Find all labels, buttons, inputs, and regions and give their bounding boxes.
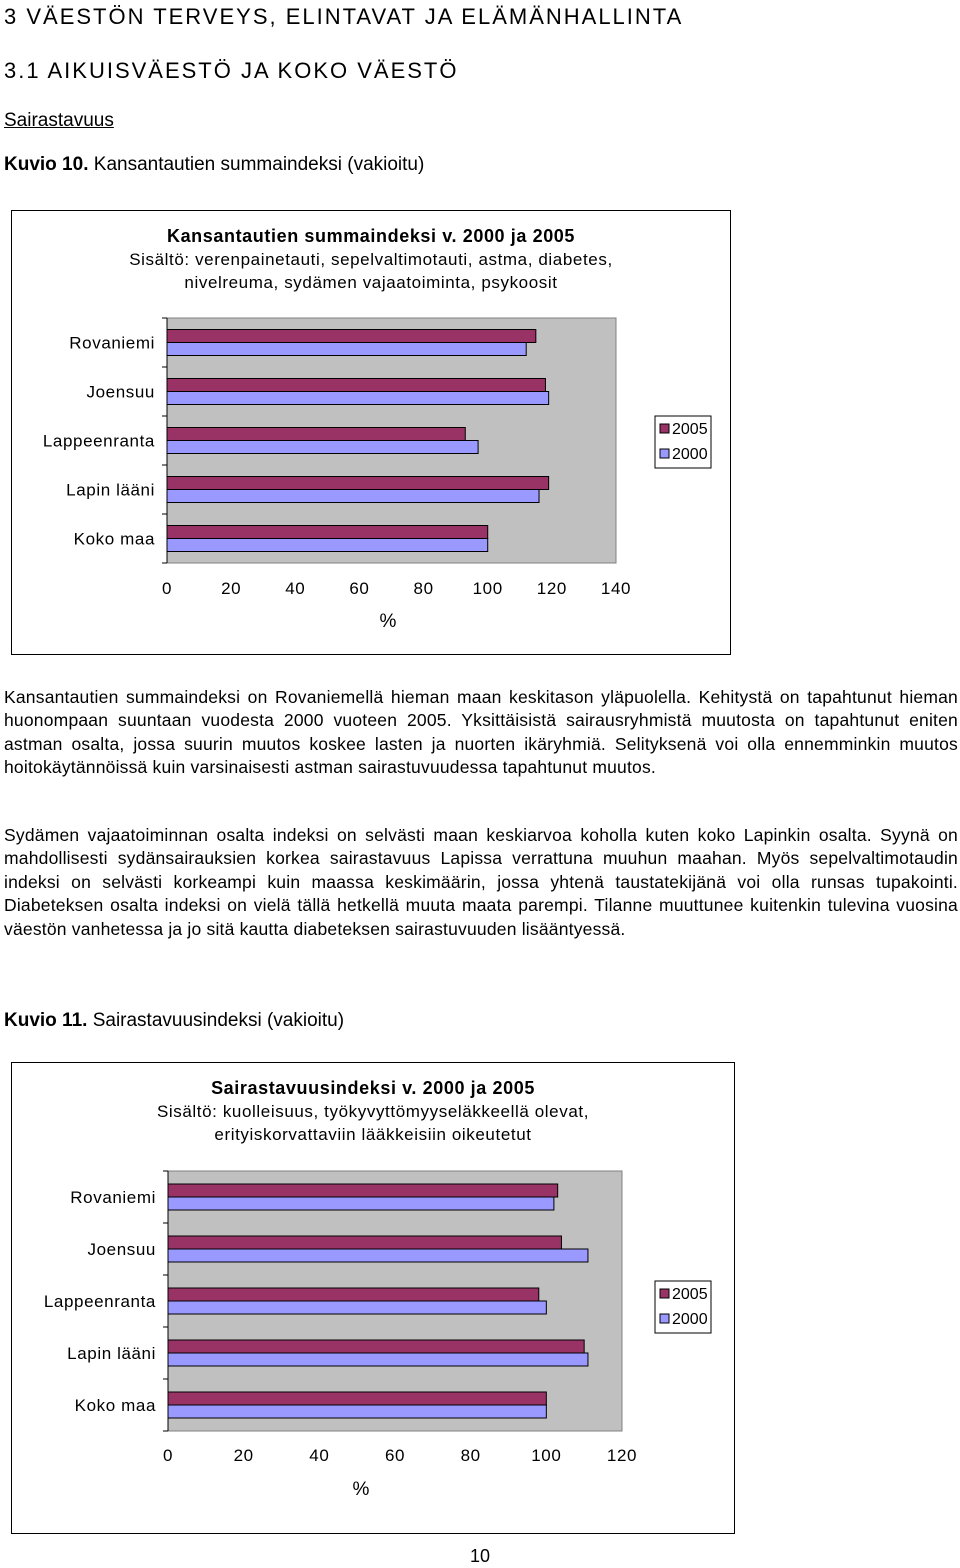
bar-2000-2-2: [168, 1301, 546, 1314]
legend-label-2000-2: 2000: [672, 1311, 708, 1328]
bar-2005-2-2: [168, 1288, 539, 1301]
bar-chart-1: [12, 211, 730, 654]
figure-caption-2: [4, 1010, 344, 1032]
category-label-2-2: Lappeenranta: [43, 1292, 156, 1311]
x-tick-label-1-7: 140: [600, 579, 632, 598]
bar-2005-1-1: [167, 379, 545, 392]
bar-2005-1-2: [167, 428, 465, 441]
chart-box-2: [11, 1062, 735, 1534]
bar-2005-1-4: [167, 526, 488, 539]
category-label-1-4: Koko maa: [73, 529, 155, 549]
x-tick-label-2-2: 40: [309, 1446, 330, 1465]
bar-2000-1-0: [167, 343, 526, 356]
x-tick-label-1-4: 80: [413, 579, 434, 598]
bar-2005-2-4: [168, 1392, 546, 1405]
bar-2005-2-3: [168, 1340, 584, 1353]
legend-swatch-2000-1: [660, 449, 669, 458]
bar-2000-2-0: [168, 1197, 554, 1210]
section-heading: 3.1 AIKUISVÄESTÖ JA KOKO VÄESTÖ: [4, 58, 459, 83]
bar-2000-1-4: [167, 539, 488, 552]
x-tick-label-2-1: 20: [233, 1446, 254, 1465]
chart-subtitle-1a: Sisältö: verenpainetauti, sepelvaltimotauti, astma, diabetes,: [129, 250, 613, 269]
chart-title-1: Kansantautien summaindeksi v. 2000 ja 2005: [166, 226, 576, 246]
bar-2000-2-1: [168, 1249, 588, 1262]
bar-2000-1-3: [167, 490, 539, 503]
figure-label-2: Kuvio 11.: [4, 1010, 88, 1031]
chart-subtitle-2b: erityiskorvattaviin lääkkeisiin oikeutetut: [214, 1125, 532, 1144]
x-tick-label-2-5: 100: [531, 1446, 562, 1465]
chapter-heading: 3 VÄESTÖN TERVEYS, ELINTAVAT JA ELÄMÄNHALLINTA: [4, 4, 684, 29]
x-axis-label-2: %: [352, 1479, 370, 1500]
x-tick-label-1-5: 100: [472, 579, 503, 598]
category-label-1-0: Rovaniemi: [69, 333, 155, 353]
category-label-1-1: Joensuu: [86, 382, 155, 402]
x-tick-label-2-0: 0: [162, 1446, 174, 1465]
bar-2005-1-0: [167, 330, 536, 343]
bar-2000-2-4: [168, 1405, 546, 1418]
bar-2005-2-1: [168, 1236, 561, 1249]
x-tick-label-2-4: 80: [460, 1446, 481, 1465]
legend-label-2005-2: 2005: [672, 1286, 708, 1303]
figure-label-1: Kuvio 10.: [4, 154, 89, 175]
legend-label-2000-1: 2000: [672, 446, 708, 463]
x-tick-label-1-3: 60: [349, 579, 370, 598]
x-tick-label-1-2: 40: [285, 579, 306, 598]
body-paragraph-2: Sydämen vajaatoiminnan osalta indeksi on selvästi maan keskiarvoa koholla kuten koko Lapinkin osalta. Syynä on mahdollisesti sydänsairauksien korkea sairastavuus Lapissa verrattuna muuhun maahan. Myös sepelvaltimotaudin indeksi on selvästi korkeampi kuin maassa keskimäärin, jossa yhtenä taustatekijänä voi olla runsas tupakointi. Diabeteksen osalta indeksi on vielä tällä hetkellä muuta maata parempi. Tilanne muuttunee kuitenkin tulevina vuosina väestön vanhetessa ja jo sitä kautta diabeteksen sairastuvuuden lisääntyessä.: [4, 825, 958, 939]
figure-caption-1: [4, 154, 424, 176]
bar-2005-1-3: [167, 477, 549, 490]
x-tick-label-1-1: 20: [221, 579, 242, 598]
category-label-2-3: Lapin lääni: [67, 1344, 156, 1363]
bar-2005-2-0: [168, 1184, 558, 1197]
chart-title-2: Sairastavuusindeksi v. 2000 ja 2005: [211, 1078, 535, 1098]
bar-chart-2: [12, 1063, 734, 1533]
chart-box-1: [11, 210, 731, 655]
category-label-2-1: Joensuu: [87, 1240, 156, 1259]
figure-caption-text-1: Kansantautien summaindeksi (vakioitu): [93, 154, 425, 175]
body-paragraph-1: Kansantautien summaindeksi on Rovaniemellä hieman maan keskitason yläpuolella. Kehitystä on tapahtunut hieman huonompaan suuntaan vuodesta 2000 vuoteen 2005. Yksittäisistä sairausryhmistä muutosta on tapahtunut eniten astman osalta, jossa suurin muutos koskee lasten ja nuorten ikäryhmiä. Selityksenä voi olla ennemminkin muutos hoitokäytännöissä kuin varsinaisesti astman sairastuvuudessa tapahtunut muutos.: [4, 687, 958, 778]
chart-subtitle-2a: Sisältö: kuolleisuus, työkyvyttömyyseläkkeellä olevat,: [156, 1102, 590, 1121]
legend-label-2005-1: 2005: [672, 421, 708, 438]
x-axis-label-1: %: [379, 611, 397, 632]
x-tick-label-2-6: 120: [606, 1446, 638, 1465]
legend-swatch-2000-2: [660, 1314, 669, 1323]
bar-2000-2-3: [168, 1353, 588, 1366]
page-number: 10: [469, 1546, 491, 1566]
legend-swatch-2005-2: [660, 1289, 669, 1298]
bar-2000-1-2: [167, 441, 478, 454]
category-label-2-4: Koko maa: [74, 1396, 156, 1415]
x-tick-label-2-3: 60: [384, 1446, 406, 1465]
category-label-1-2: Lappeenranta: [42, 431, 155, 451]
legend-swatch-2005-1: [660, 424, 669, 433]
category-label-1-3: Lapin lääni: [66, 480, 155, 500]
subsection-title: Sairastavuus: [4, 110, 114, 131]
x-tick-label-1-6: 120: [536, 579, 567, 598]
chart-subtitle-1b: nivelreuma, sydämen vajaatoiminta, psykoosit: [184, 273, 558, 292]
bar-2000-1-1: [167, 392, 549, 405]
category-label-2-0: Rovaniemi: [70, 1188, 156, 1207]
x-tick-label-1-0: 0: [161, 579, 173, 598]
figure-caption-text-2: Sairastavuusindeksi (vakioitu): [92, 1010, 345, 1031]
